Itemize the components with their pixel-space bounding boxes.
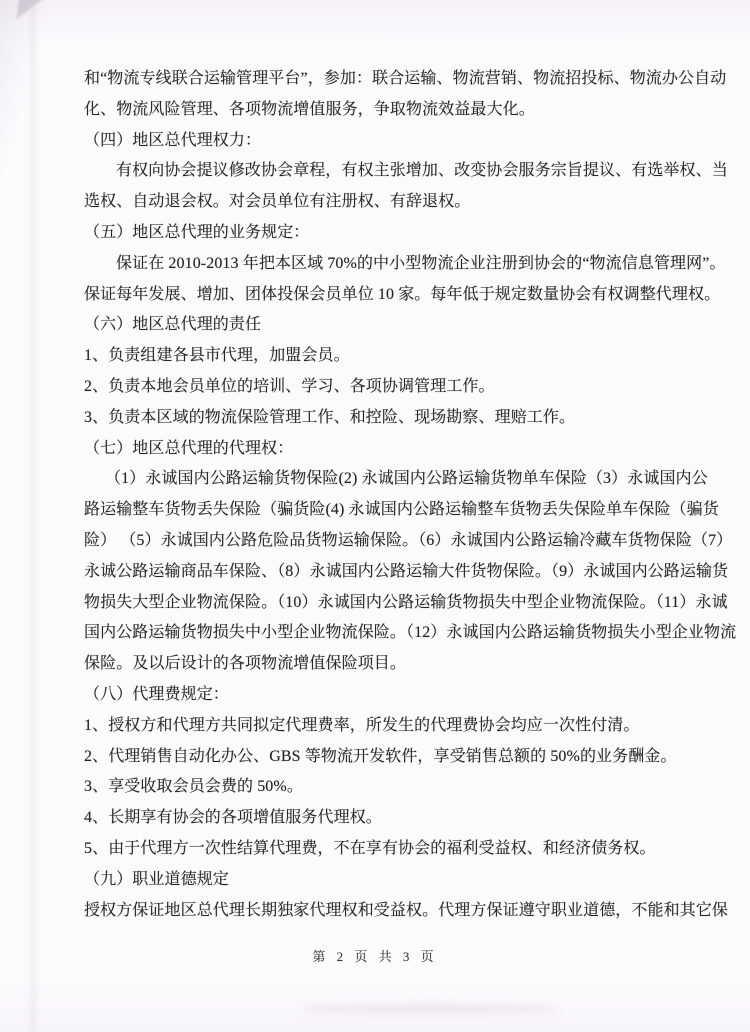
text-line: （八）代理费规定： (84, 685, 229, 703)
text-line: 国内公路运输货物损失中小型企业物流保险。（12）永诚国内公路运输货物损失小型企业物流 (84, 624, 737, 642)
text-line: 和“物流专线联合运输管理平台”，参加：联合运输、物流营销、物流招投标、物流办公自动 (84, 70, 727, 87)
text-line: （五）地区总代理的业务规定： (84, 223, 310, 241)
text-line: 4、长期享有协会的各项增值服务代理权。 (84, 809, 382, 827)
scan-fold-artifact (15, 0, 69, 35)
text-line: （四）地区总代理权力： (84, 131, 262, 149)
text-line: 2、代理销售自动化办公、GBS 等物流开发软件，享受销售总额的 50%的业务酬金。 (84, 747, 677, 765)
scan-smudge-artifact (300, 1004, 560, 1014)
text-line: 有权向协会提议修改协会章程，有权主张增加、改变协会服务宗旨提议、有选举权、当 (116, 162, 728, 180)
text-line: 选权、自动退会权。对会员单位有注册权、有辞退权。 (84, 193, 471, 211)
text-line: 1、授权方和代理方共同拟定代理费率，所发生的代理费协会均应一次性付清。 (84, 716, 640, 734)
text-line: 保证每年发展、增加、团体投保会员单位 10 家。每年低于规定数量协会有权调整代理权。 (84, 285, 721, 303)
text-line: 永诚公路运输商品车保险、（8）永诚国内公路运输大件货物保险。（9）永诚国内公路运输货 (84, 562, 729, 580)
text-line: 路运输整车货物丢失保险（骗货险(4) 永诚国内公路运输整车货物丢失保险单车保险（骗货 (84, 501, 719, 519)
text-line: （六）地区总代理的责任 (84, 316, 262, 334)
text-line: （1）永诚国内公路运输货物保险(2) 永诚国内公路运输货物单车保险（3）永诚国内公 (105, 470, 708, 488)
text-line: 险） （5）永诚国内公路危险品货物运输保险。（6）永诚国内公路运输冷藏车货物保险（7） (84, 531, 733, 549)
page-number: 第 2 页 共 3 页 (312, 949, 438, 964)
text-line: 1、负责组建各县市代理，加盟会员。 (84, 347, 350, 365)
text-line: 3、享受收取会员会费的 50%。 (84, 778, 303, 796)
text-line: 2、负责本地会员单位的培训、学习、各项协调管理工作。 (84, 377, 495, 395)
text-line: 物损失大型企业物流保险。（10）永诚国内公路运输货物损失中型企业物流保险。（11）永诚 (84, 593, 728, 611)
text-line: 保证在 2010-2013 年把本区域 70%的中小型物流企业注册到协会的“物流信息管理网”。 (116, 254, 726, 272)
text-line: 化、物流风险管理、各项物流增值服务，争取物流效益最大化。 (84, 100, 535, 118)
text-line: （九）职业道德规定 (84, 870, 229, 888)
text-line: 保险。及以后设计的各项物流增值保险项目。 (84, 655, 407, 673)
scan-edge-shadow (28, 0, 38, 1032)
document-body (84, 64, 737, 926)
text-line: 3、负责本区域的物流保险管理工作、和控险、现场勘察、理赔工作。 (84, 408, 576, 426)
text-line: （七）地区总代理的代理权： (84, 439, 294, 457)
text-line: 5、由于代理方一次性结算代理费，不在享有协会的福利受益权、和经济债务权。 (84, 839, 656, 857)
text-line: 授权方保证地区总代理长期独家代理权和受益权。代理方保证遵守职业道德，不能和其它保 (84, 901, 729, 919)
